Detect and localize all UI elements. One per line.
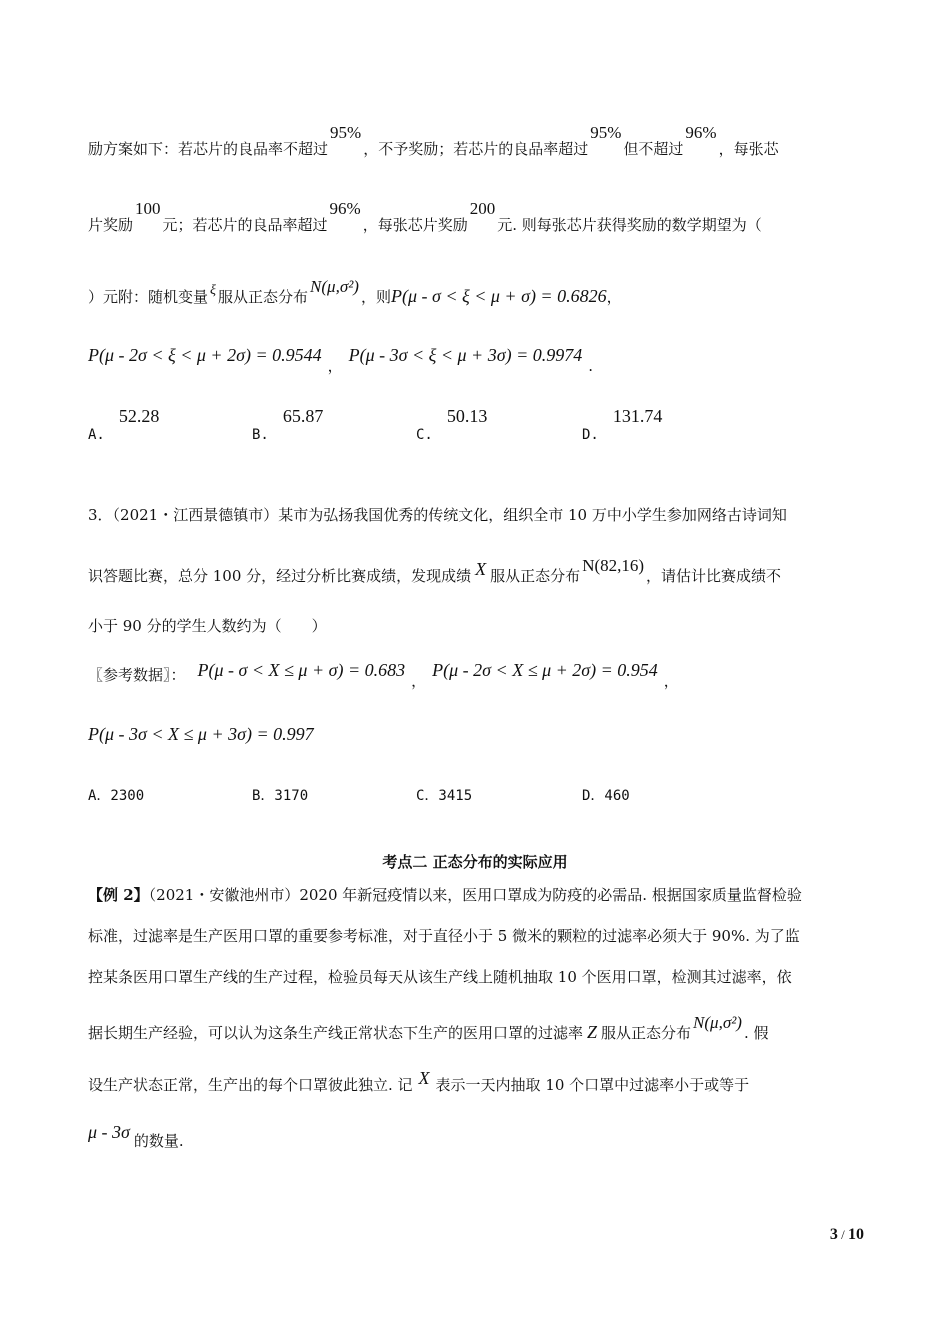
q3-ref-line xyxy=(88,660,679,690)
q2-pct-96: 96% xyxy=(685,123,717,142)
choice-label: D. xyxy=(582,427,599,443)
ex2-line-5 xyxy=(88,1068,750,1095)
q2-normal-dist: N(μ,σ²) xyxy=(310,277,359,296)
q2-xi: ξ xyxy=(210,283,217,298)
choice-text: C．3415 xyxy=(416,788,473,804)
q2-text: 元. 则每张芯片获得奖励的数学期望为（ xyxy=(497,216,762,234)
q3-prob-3: P(μ - 3σ < X ≤ μ + 3σ) = 0.997 xyxy=(88,724,314,744)
choice-text: B．3170 xyxy=(252,788,309,804)
page-number xyxy=(830,1226,864,1244)
q2-text: ，每张芯片奖励 xyxy=(362,216,468,234)
q2-prob-3: P(μ - 3σ < ξ < μ + 3σ) = 0.9974 xyxy=(348,345,583,365)
q2-pct-95: 95% xyxy=(330,123,362,142)
choice-label: B. xyxy=(252,427,269,443)
q3-line-3: 小于 90 分的学生人数约为（ ） xyxy=(88,617,327,635)
section-heading: 考点二 正态分布的实际应用 xyxy=(382,853,568,871)
ex2-text: . 假 xyxy=(743,1024,769,1042)
page-current: 3 xyxy=(829,1226,838,1243)
q2-prob-2: P(μ - 2σ < ξ < μ + 2σ) = 0.9544 xyxy=(88,345,322,365)
q3-prob-1: P(μ - σ < X ≤ μ + σ) = 0.683 xyxy=(197,660,406,680)
q2-amount-100: 100 xyxy=(135,199,161,218)
q3-text: ，请估计比赛成绩不 xyxy=(646,567,782,585)
q2-text: ，则 xyxy=(360,288,391,306)
q3-text: 识答题比赛，总分 100 分，经过分析比赛成绩，发现成绩 xyxy=(88,567,472,585)
ex2-line-1 xyxy=(88,884,802,905)
choice-text: A．2300 xyxy=(88,788,145,804)
q2-text: 服从正态分布 xyxy=(218,288,309,306)
q2-text: 励方案如下：若芯片的良品率不超过 xyxy=(88,140,329,158)
q2-text: ）元附：随机变量 xyxy=(88,288,209,306)
page-slash: / xyxy=(837,1227,848,1242)
choice-label: C. xyxy=(416,427,433,443)
q3-choice-a[interactable] xyxy=(88,785,144,805)
choice-value: 50.13 xyxy=(446,406,488,426)
ex2-line-3: 控某条医用口罩生产线的生产过程，检验员每天从该生产线上随机抽取 10 个医用口罩，检测其过滤率，依 xyxy=(88,968,792,986)
q2-line-3 xyxy=(88,277,622,307)
q2-choice-c[interactable] xyxy=(416,406,488,444)
ex2-text: （2021・安徽池州市）2020 年新冠疫情以来，医用口罩成为防疫的必需品. 根据国家质量监督检验 xyxy=(148,886,802,904)
q3-text: 服从正态分布 xyxy=(490,567,581,585)
q3-normal-dist: N(82,16) xyxy=(582,556,645,575)
q2-text: ， xyxy=(606,288,622,306)
q3-line-2 xyxy=(88,556,782,586)
ex2-expr: μ - 3σ xyxy=(88,1122,130,1142)
q2-pct-96: 96% xyxy=(329,199,361,218)
q3-choice-b[interactable] xyxy=(252,785,308,805)
q2-line-4 xyxy=(88,345,594,375)
q2-choice-b[interactable] xyxy=(252,406,324,444)
q3-ref-label: 〖参考数据〗： xyxy=(88,666,186,684)
ex2-z: Z xyxy=(587,1022,598,1042)
q3-sep: ， xyxy=(411,672,427,690)
q2-sep: ， xyxy=(327,357,343,375)
q2-pct-95: 95% xyxy=(590,123,622,142)
choice-value: 52.28 xyxy=(118,406,160,426)
choice-text: D．460 xyxy=(582,788,630,804)
ex2-line-2: 标准，过滤率是生产医用口罩的重要参考标准，对于直径小于 5 微米的颗粒的过滤率必须大于 90%. 为了监 xyxy=(88,927,800,945)
q2-choice-d[interactable] xyxy=(582,406,663,444)
q2-text: ，每张芯 xyxy=(718,140,779,158)
q2-prob-1: P(μ - σ < ξ < μ + σ) = 0.6826 xyxy=(390,286,607,306)
q2-choice-a[interactable] xyxy=(88,406,160,444)
q2-text: 但不超过 xyxy=(623,140,684,158)
ex2-line-4 xyxy=(88,1013,769,1043)
q2-text: 片奖励 xyxy=(88,216,134,234)
ex2-text: 服从正态分布 xyxy=(601,1024,692,1042)
ex2-text: 设生产状态正常，生产出的每个口罩彼此独立. 记 xyxy=(88,1076,413,1094)
page-total: 10 xyxy=(848,1226,864,1243)
choice-label: A. xyxy=(88,427,105,443)
q3-sep: ， xyxy=(663,672,679,690)
q3-choice-d[interactable] xyxy=(582,785,630,805)
q2-text: ，不予奖励；若芯片的良品率超过 xyxy=(363,140,589,158)
q2-line-2 xyxy=(88,199,762,235)
ex2-tag: 【例 2】 xyxy=(88,886,149,904)
ex2-text: 的数量. xyxy=(133,1132,184,1150)
q3-ref-line-2 xyxy=(88,724,314,745)
choice-value: 131.74 xyxy=(612,406,663,426)
q2-end: . xyxy=(588,357,594,375)
ex2-text: 据长期生产经验，可以认为这条生产线正常状态下生产的医用口罩的过滤率 xyxy=(88,1024,584,1042)
ex2-text: 表示一天内抽取 10 个口罩中过滤率小于或等于 xyxy=(435,1076,750,1094)
ex2-normal-dist: N(μ,σ²) xyxy=(693,1013,742,1032)
q3-line-1: 3．（2021・江西景德镇市）某市为弘扬我国优秀的传统文化，组织全市 10 万中小学生参加网络古诗词知 xyxy=(88,506,787,524)
q2-line-1 xyxy=(88,123,779,159)
choice-value: 65.87 xyxy=(282,406,324,426)
q2-text: 元；若芯片的良品率超过 xyxy=(162,216,328,234)
q3-x: X xyxy=(475,559,487,579)
q3-prob-2: P(μ - 2σ < X ≤ μ + 2σ) = 0.954 xyxy=(432,660,658,680)
q3-choice-c[interactable] xyxy=(416,785,472,805)
ex2-line-6 xyxy=(88,1122,184,1151)
q2-amount-200: 200 xyxy=(469,199,496,218)
ex2-x: X xyxy=(418,1068,430,1088)
